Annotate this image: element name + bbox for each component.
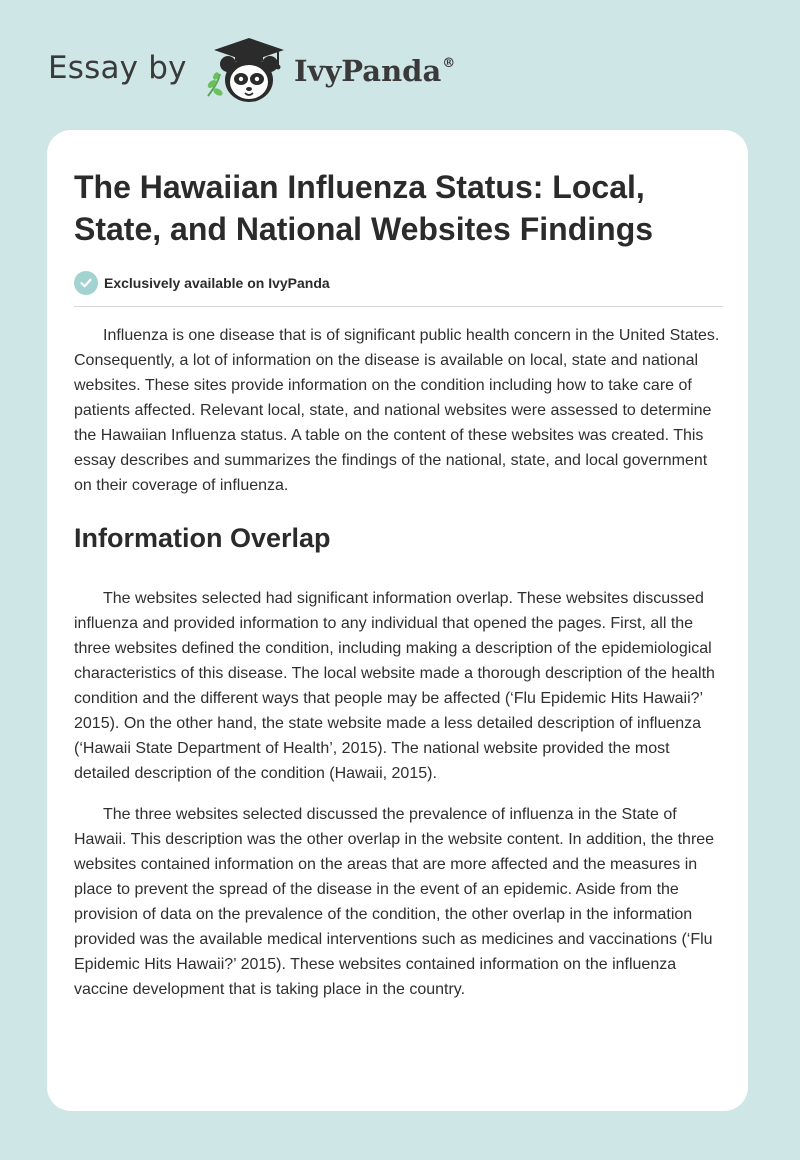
panda-graduate-icon[interactable] (204, 34, 294, 108)
intro-paragraph: Influenza is one disease that is of significant public health concern in the United States. Consequently, a lot of information on the disease is available on local, state and national websites. These sites provide information on the condition including how to take care of patients affected. Relevant local, state, and national websites were assessed to determine the Hawaiian Influenza status. A table on the content of these websites was created. This essay describes and summarizes the findings of the national, state, and local government on their coverage of influenza. (74, 327, 720, 494)
site-header (46, 28, 546, 108)
essay-by-label: Essay by (48, 50, 187, 86)
essay-title: The Hawaiian Influenza Status: Local, State, and National Websites Findings (74, 169, 654, 247)
section-paragraph: The websites selected had significant information overlap. These websites discussed influenza and provided information to any individual that opened the pages. First, all the three websites defined the condition, including making a description of the epidemiological characteristics of this disease. The local website made a thorough description of the health condition and the different ways that people may be affected (‘Flu Epidemic Hits Hawaii?’ 2015). On the other hand, the state website made a less detailed description of influenza (‘Hawaii State Department of Health’, 2015). The national website provided the most detailed description of the condition (Hawaii, 2015). (74, 590, 715, 782)
brand-text: IvyPanda (294, 54, 442, 88)
essay-card (47, 130, 748, 1111)
exclusive-badge (74, 270, 721, 296)
brand-name[interactable] (294, 54, 455, 88)
registered-mark: ® (442, 56, 456, 71)
exclusive-label: Exclusively available on IvyPanda (104, 275, 330, 291)
section-paragraph: The three websites selected discussed the prevalence of influenza in the State of Hawaii. This description was the other overlap in the website content. In addition, the three websites contained information on the areas that are more affected and the measures in place to prevent the spread of the disease in the event of an epidemic. Aside from the provision of data on the prevalence of the condition, the other overlap in the information provided was the available medical interventions such as medicines and vaccinations (‘Flu Epidemic Hits Hawaii?’ 2015). These websites contained information on the influenza vaccine development that is taking place in the country. (74, 806, 715, 998)
section-heading: Information Overlap (74, 523, 331, 553)
check-circle-icon (74, 271, 98, 295)
divider (74, 306, 723, 307)
